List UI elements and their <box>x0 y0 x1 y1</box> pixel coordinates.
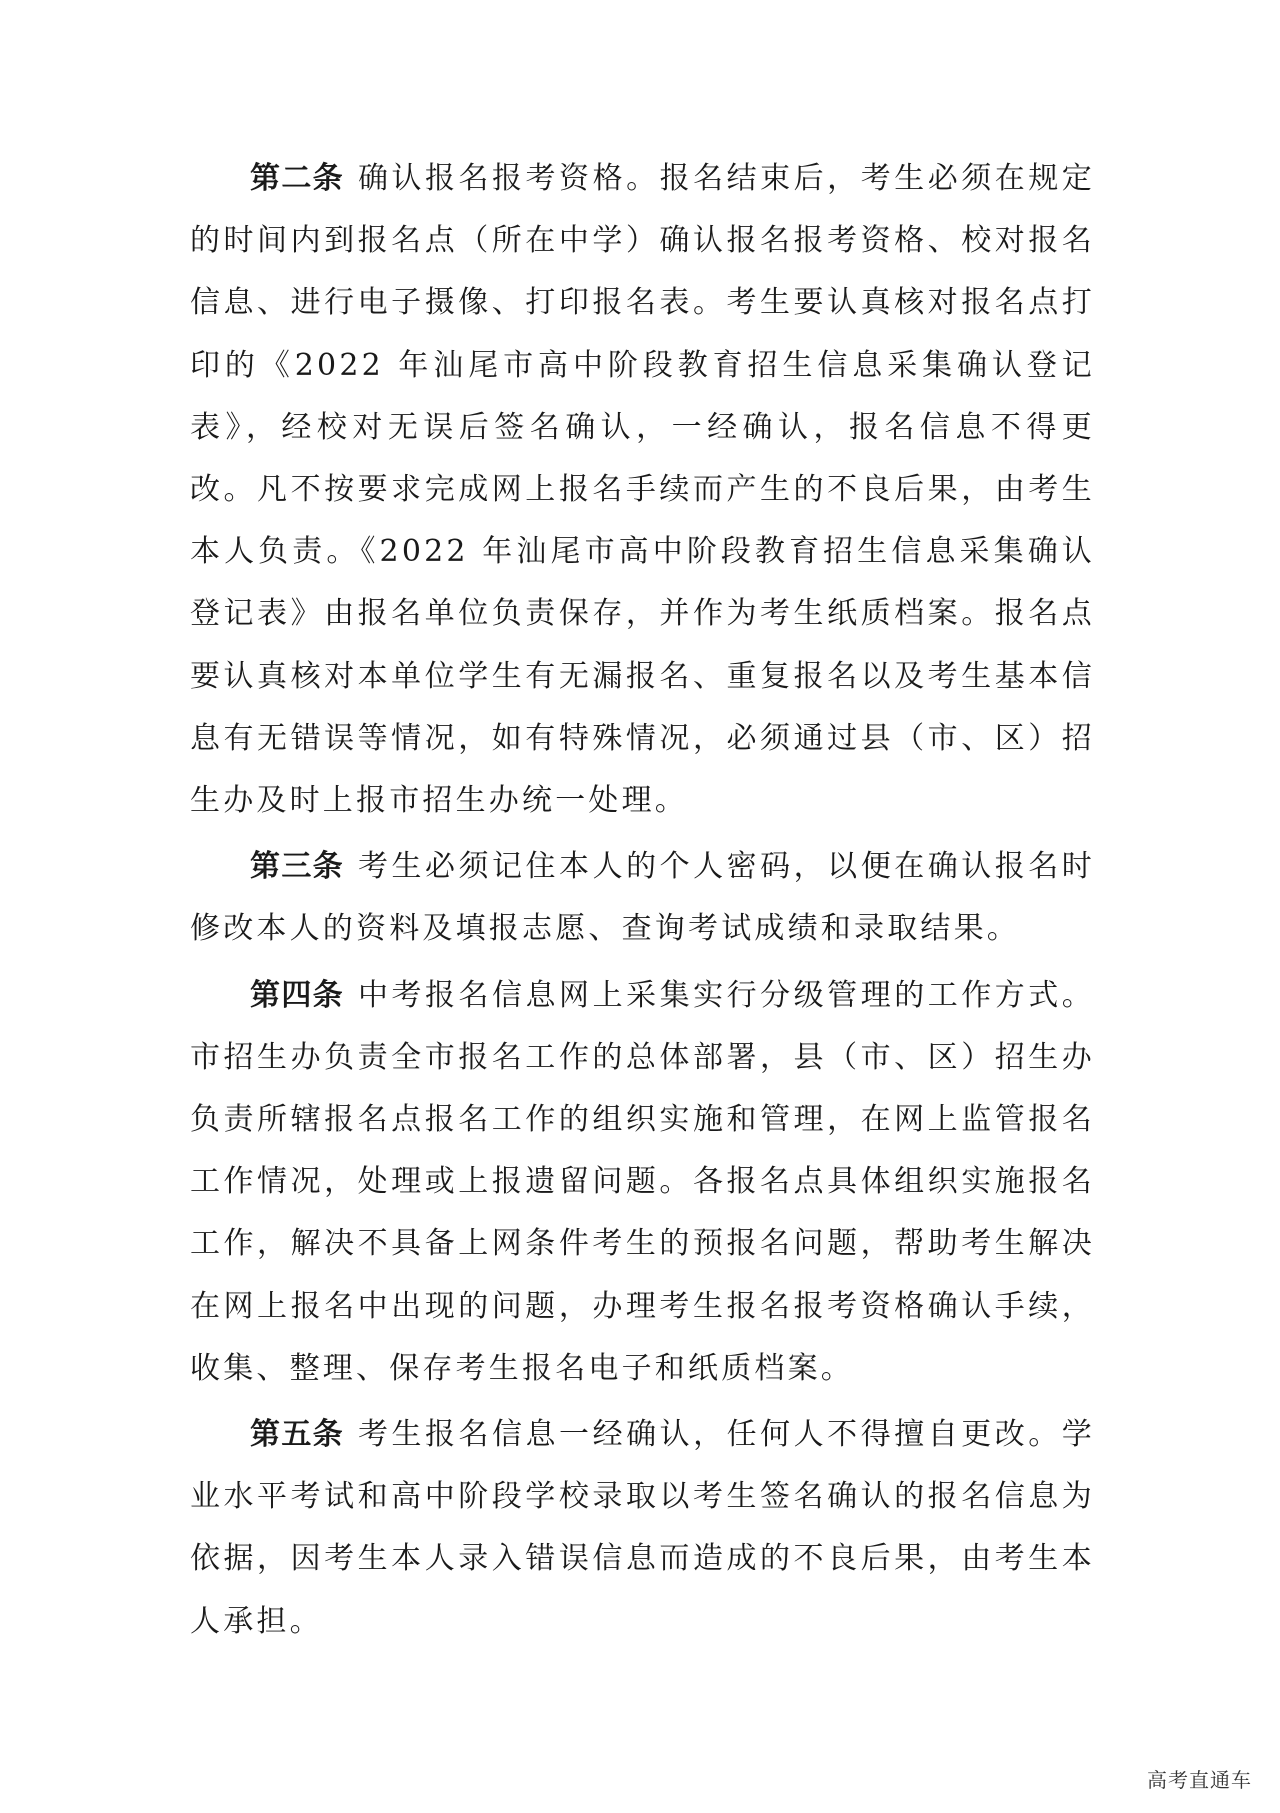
article-5 <box>190 1404 1095 1653</box>
article-2-heading: 第二条 <box>250 161 344 196</box>
article-3-text: 考生必须记住本人的个人密码，以便在确认报名时修改本人的资料及填报志愿、查询考试成绩和录取结果。 <box>190 849 1095 947</box>
article-4-text: 中考报名信息网上采集实行分级管理的工作方式。市招生办负责全市报名工作的总体部署，县（市、区）招生办负责所辖报名点报名工作的组织实施和管理，在网上监管报名工作情况，处理或上报遗留问题。各报名点具体组织实施报名工作，解决不具备上网条件考生的预报名问题，帮助考生解决在网上报名中出现的问题，办理考生报名报考资格确认手续，收集、整理、保存考生报名电子和纸质档案。 <box>190 977 1095 1386</box>
watermark-text: 高考直通车 <box>1147 1768 1252 1792</box>
article-2 <box>190 148 1095 832</box>
article-5-text: 考生报名信息一经确认，任何人不得擅自更改。学业水平考试和高中阶段学校录取以考生签名确认的报名信息为依据，因考生本人录入错误信息而造成的不良后果，由考生本人承担。 <box>190 1417 1095 1639</box>
article-5-heading: 第五条 <box>250 1417 344 1453</box>
article-4 <box>190 965 1095 1400</box>
article-2-text: 确认报名报考资格。报名结束后，考生必须在规定的时间内到报名点（所在中学）确认报名报考资格、校对报名信息、进行电子摄像、打印报名表。考生要认真核对报名点打印的《2022 年汕尾市高中阶段教育招生信息采集确认登记表》，经校对无误后签名确认，一经确认，报名信息不得更改。凡不按要求完成网上报名手续而产生的不良后果，由考生本人负责。《2022 年汕尾市高中阶段教育招生信息采集确认登记表》由报名单位负责保存，并作为考生纸质档案。报名点要认真核对本单位学生有无漏报名、重复报名以及考生基本信息有无错误等情况，如有特殊情况，必须通过县（市、区）招生办及时上报市招生办统一处理。 <box>190 161 1095 819</box>
article-3-heading: 第三条 <box>250 849 344 885</box>
article-3 <box>190 836 1095 960</box>
article-4-heading: 第四条 <box>250 977 344 1013</box>
document-page <box>190 148 1095 1653</box>
